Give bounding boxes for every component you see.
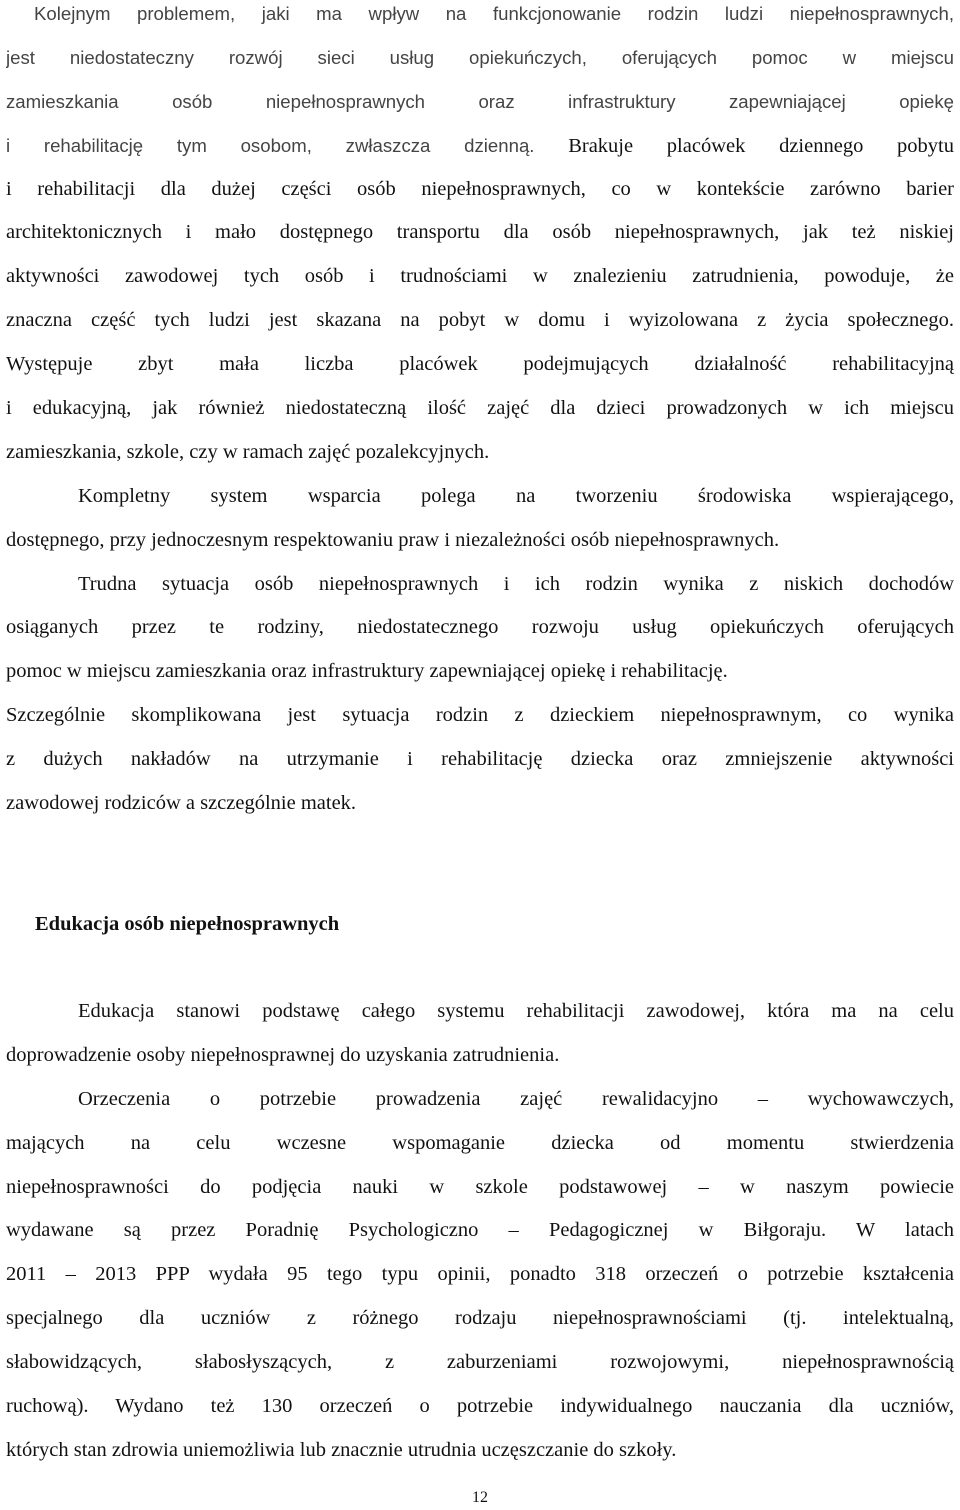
paragraph-5 — [6, 1078, 954, 1473]
text-line: mających na celu wczesne wspomaganie dziecka od momentu stwierdzenia — [6, 1131, 954, 1154]
text-line: zamieszkania osób niepełnosprawnych oraz infrastruktury zapewniającej opiekę — [6, 90, 954, 112]
text-line: z dużych nakładów na utrzymanie i rehabilitację dziecka oraz zmniejszenie aktywności — [6, 748, 954, 771]
text-span: Brakuje placówek dziennego pobytu — [534, 134, 954, 157]
text-line: aktywności zawodowej tych osób i trudnościami w znalezieniu zatrudnienia, powoduje, że — [6, 265, 954, 288]
text-line: Trudna sytuacja osób niepełnosprawnych i ich rodzin wynika z niskich dochodów — [78, 572, 954, 595]
text-line: znaczna część tych ludzi jest skazana na pobyt w domu i wyizolowana z życia społecznego. — [6, 309, 954, 332]
text-line: Orzeczenia o potrzebie prowadzenia zajęć rewalidacyjno – wychowawczych, — [78, 1087, 954, 1110]
text-line: słabowidzących, słabosłyszących, z zaburzeniami rozwojowymi, niepełnosprawnością — [6, 1351, 954, 1374]
text-line: osiąganych przez te rodziny, niedostatecznego rozwoju usług opiekuńczych oferujących — [6, 616, 954, 639]
page-number: 12 — [472, 1489, 488, 1506]
text-line: ruchową). Wydano też 130 orzeczeń o potrzebie indywidualnego nauczania dla uczniów, — [6, 1395, 954, 1418]
text-span: i rehabilitację tym osobom, zwłaszcza dzienną. — [6, 134, 535, 156]
text-line: i edukacyjną, jak również niedostateczną ilość zajęć dla dzieci prowadzonych w ich miejscu — [6, 397, 954, 420]
text-line: dostępnego, przy jednoczesnym respektowaniu praw i niezależności osób niepełnosprawnych. — [6, 528, 780, 551]
text-line: zawodowej rodziców a szczególnie matek. — [6, 792, 357, 815]
text-line: pomoc w miejscu zamieszkania oraz infrastruktury zapewniającej opiekę i rehabilitację. — [6, 660, 728, 683]
section-heading: Edukacja osób niepełnosprawnych — [35, 913, 340, 935]
text-line: Występuje zbyt mała liczba placówek podejmujących działalność rehabilitacyjną — [6, 353, 954, 376]
text-line: Szczególnie skomplikowana jest sytuacja rodzin z dzieckiem niepełnosprawnym, co wynika — [6, 704, 954, 727]
text-line: wydawane są przez Poradnię Psychologiczno – Pedagogicznej w Biłgoraju. W latach — [6, 1219, 954, 1242]
text-line: Kolejnym problemem, jaki ma wpływ na funkcjonowanie rodzin ludzi niepełnosprawnych, — [34, 3, 954, 24]
text-line: Edukacja stanowi podstawę całego systemu rehabilitacji zawodowej, która ma na celu — [78, 1000, 954, 1022]
text-line: Kompletny system wsparcia polega na tworzeniu środowiska wspierającego, — [78, 484, 954, 507]
section-education — [6, 990, 954, 1473]
text-line: specjalnego dla uczniów z różnego rodzaju niepełnosprawnościami (tj. intelektualną, — [6, 1307, 954, 1330]
text-line: i rehabilitacji dla dużej części osób niepełnosprawnych, co w kontekście zarówno barier — [6, 177, 954, 200]
text-line: których stan zdrowia uniemożliwia lub znacznie utrudnia uczęszczanie do szkoły. — [6, 1438, 677, 1461]
paragraph-3 — [6, 563, 954, 826]
text-line: niepełnosprawności do podjęcia nauki w szkole podstawowej – w naszym powiecie — [6, 1175, 954, 1198]
text-line: doprowadzenie osoby niepełnosprawnej do uzyskania zatrudnienia. — [6, 1043, 560, 1066]
text-line-mixed — [6, 124, 954, 168]
text-line: zamieszkania, szkole, czy w ramach zajęć pozalekcyjnych. — [6, 440, 490, 463]
paragraph-1 — [6, 0, 954, 475]
text-line: jest niedostateczny rozwój sieci usług opiekuńczych, oferujących pomoc w miejscu — [6, 46, 954, 68]
paragraph-4 — [6, 990, 954, 1078]
text-line: 2011 – 2013 PPP wydała 95 tego typu opinii, ponadto 318 orzeczeń o potrzebie kształcenia — [6, 1263, 954, 1286]
paragraph-2 — [6, 475, 954, 563]
document-page — [6, 0, 954, 826]
text-line: architektonicznych i mało dostępnego transportu dla osób niepełnosprawnych, jak też niskiej — [6, 221, 954, 244]
